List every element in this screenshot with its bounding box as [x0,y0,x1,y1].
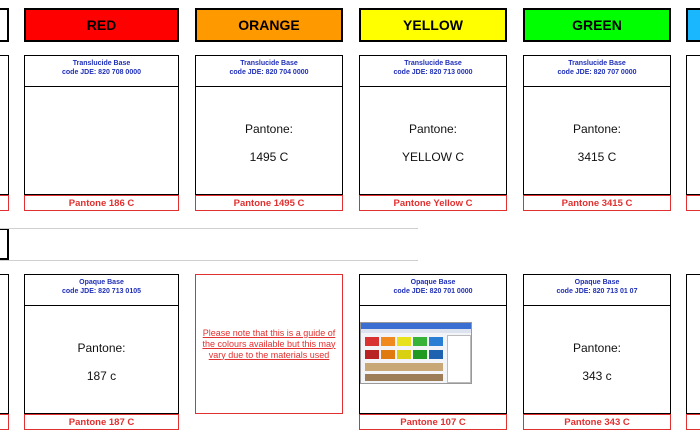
base-name: Opaque Base [574,279,620,286]
base-label [524,56,670,87]
row-divider-top [0,228,418,229]
pantone-value: 187 c [86,369,117,383]
row-divider-bottom [0,260,418,261]
header-yellow: YELLOW [359,8,507,42]
base-name: Translucide Base [404,60,462,67]
pantone-footer-yellow: Pantone Yellow C [359,195,507,211]
base-label [25,275,178,306]
base-code: code JDE: 820 707 0000 [557,69,637,76]
partial-card-left-1 [0,55,9,195]
guide-note: Please note that this is a guide of the colours available but this may vary due to the materials used [195,274,343,414]
pantone-value: 3415 C [577,150,617,164]
partial-footer-right-2 [686,414,700,430]
header-green: GREEN [523,8,671,42]
base-label [524,275,670,306]
base-label [360,275,506,306]
pantone-footer-opaque-green: Pantone 343 C [523,414,671,430]
opaque-card-yellow [359,274,507,414]
colour-chart-thumbnail [360,322,472,384]
opaque-card-red [24,274,179,414]
base-code: code JDE: 820 713 01 07 [556,288,638,295]
opaque-card-green [523,274,671,414]
partial-header-left [0,8,9,42]
base-code: code JDE: 820 704 0000 [229,69,309,76]
partial-card-right-1 [686,55,700,195]
pantone-value: 1495 C [249,150,289,164]
base-name: Translucide Base [568,60,626,67]
base-name: Translucide Base [240,60,298,67]
partial-footer-right-1 [686,195,700,211]
translucent-card-orange [195,55,343,195]
base-label [25,56,178,87]
translucent-card-green [523,55,671,195]
base-name: Translucide Base [72,60,131,67]
pantone-value: YELLOW C [401,150,464,164]
partial-footer-left-1 [0,195,9,211]
pantone-label: Pantone: [572,341,622,355]
partial-card-left-2 [0,274,9,414]
pantone-label: Pantone: [77,341,126,355]
base-label [360,56,506,87]
header-orange: ORANGE [195,8,343,42]
partial-header-right [686,8,700,42]
partial-label-left [0,228,9,260]
base-code: code JDE: 820 713 0000 [393,69,473,76]
base-label [196,56,342,87]
translucent-card-red [24,55,179,195]
pantone-footer-opaque-yellow: Pantone 107 C [359,414,507,430]
pantone-label: Pantone: [244,122,294,136]
base-name: Opaque Base [79,279,124,286]
base-code: code JDE: 820 708 0000 [62,69,141,76]
header-red: RED [24,8,179,42]
pantone-footer-green: Pantone 3415 C [523,195,671,211]
base-code: code JDE: 820 701 0000 [393,288,473,295]
partial-card-right-2 [686,274,700,414]
partial-footer-left-2 [0,414,9,430]
pantone-value: 343 c [582,369,612,383]
pantone-footer-opaque-red: Pantone 187 C [24,414,179,430]
base-code: code JDE: 820 713 0105 [62,288,141,295]
base-name: Opaque Base [410,279,456,286]
translucent-card-yellow [359,55,507,195]
pantone-footer-red: Pantone 186 C [24,195,179,211]
pantone-label: Pantone: [408,122,458,136]
pantone-footer-orange: Pantone 1495 C [195,195,343,211]
pantone-label: Pantone: [572,122,622,136]
